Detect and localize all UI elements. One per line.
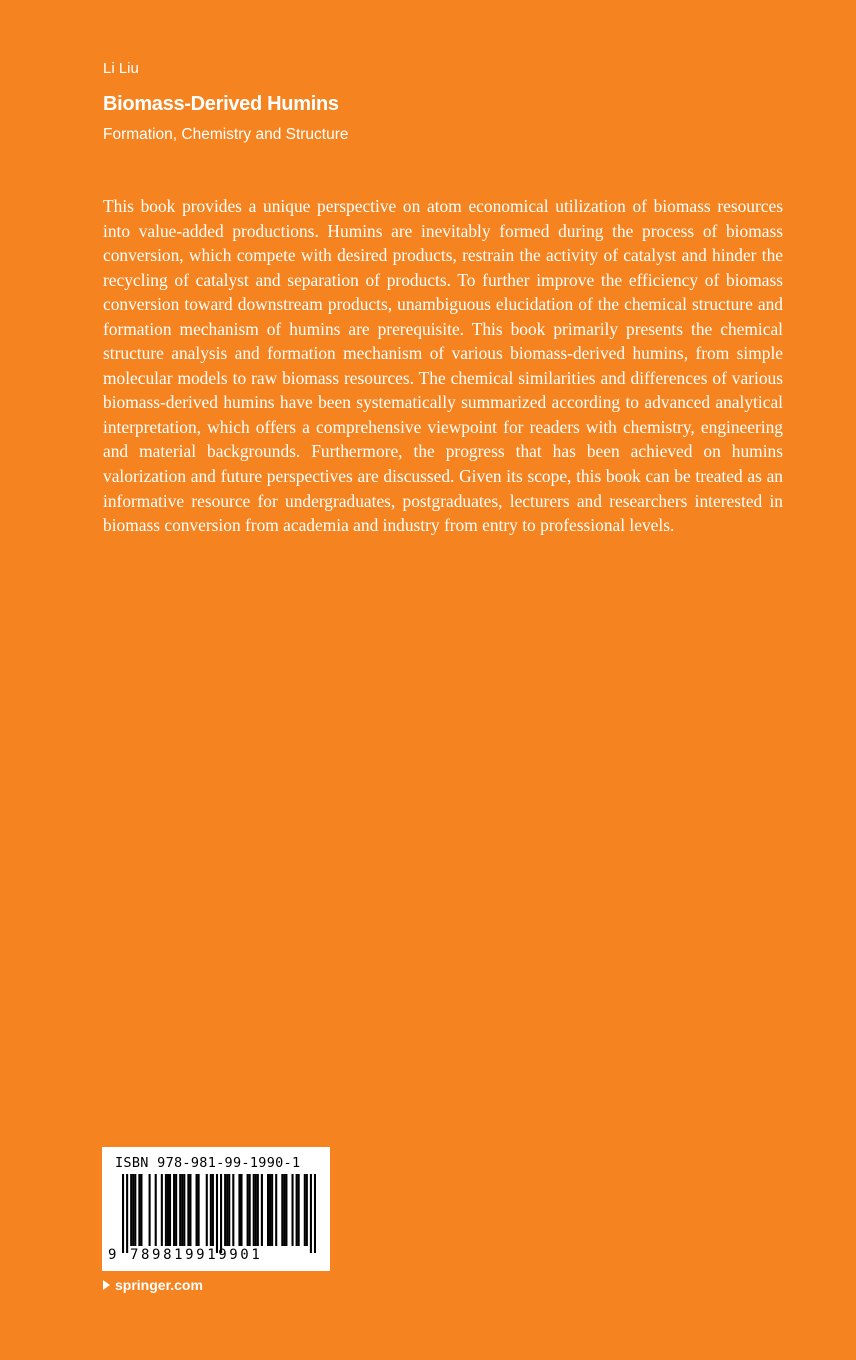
barcode-first-digit: 9: [108, 1247, 117, 1263]
barcode-bar: [130, 1174, 132, 1246]
barcode-bar: [169, 1174, 171, 1246]
barcode-bar: [175, 1174, 177, 1246]
book-description: This book provides a unique perspective on atom economical utilization of biomass resources into value-added productions. Humins are inevitably formed during the process of biomass conversion, which compete with desired products, restrain the activity of catalyst and hinder the recycling of catalyst and separation of products. To further improve the efficiency of biomass conversion toward downstream products, unambiguous elucidation of the chemical structure and formation mechanism of humins are prerequisite. This book primarily presents the chemical structure analysis and formation mechanism of various biomass-derived humins, from simple molecular models to raw biomass resources. The chemical similarities and differences of various biomass-derived humins have been systematically summarized according to advanced analytical interpretation, which offers a comprehensive viewpoint for readers with chemistry, engineering and material backgrounds. Furthermore, the progress that has been achieved on humins valorization and future perspectives are discussed. Given its scope, this book can be treated as an informative resource for undergraduates, postgraduates, lecturers and researchers interested in biomass conversion from academia and industry from entry to professional levels.: [103, 196, 783, 536]
barcode-bar: [249, 1174, 251, 1246]
barcode-bar: [255, 1174, 257, 1246]
barcode-bar: [189, 1174, 191, 1246]
barcode-bar: [285, 1174, 287, 1246]
isbn-barcode: [102, 1147, 330, 1271]
barcode-bar: [220, 1174, 222, 1253]
barcode-bar: [257, 1174, 259, 1246]
barcode-bar: [173, 1174, 175, 1246]
barcode-bar: [269, 1174, 271, 1246]
author-name: Li Liu: [103, 60, 139, 77]
barcode-bar: [238, 1174, 240, 1246]
barcode-bar: [296, 1174, 298, 1246]
barcode-bar: [314, 1174, 316, 1253]
barcode-bar: [161, 1174, 163, 1246]
barcode-bar: [275, 1174, 277, 1246]
barcode-bar: [165, 1174, 167, 1246]
barcode-bar: [224, 1174, 226, 1246]
barcode-bar: [140, 1174, 142, 1246]
barcode-bar: [306, 1174, 308, 1246]
book-title: Biomass-Derived Humins: [103, 93, 339, 115]
publisher-url: springer.com: [115, 1277, 203, 1293]
barcode-bar: [271, 1174, 273, 1246]
barcode-bar: [138, 1174, 140, 1246]
barcode-bar: [304, 1174, 306, 1246]
barcode-bar: [122, 1174, 124, 1253]
barcode-bar: [216, 1174, 218, 1253]
barcode-digits: 789819919901: [130, 1247, 263, 1263]
arrow-right-icon: [103, 1280, 110, 1290]
barcode-bar: [179, 1174, 181, 1246]
barcode-bar: [196, 1174, 198, 1246]
publisher-link[interactable]: [103, 1277, 203, 1293]
barcode-bar: [183, 1174, 185, 1246]
barcode-bar: [134, 1174, 136, 1246]
barcode-bar: [210, 1174, 212, 1246]
barcode-bar: [226, 1174, 228, 1246]
barcode-bar: [132, 1174, 134, 1246]
barcode-bar: [181, 1174, 183, 1246]
barcode-bar: [198, 1174, 200, 1246]
barcode-bar: [126, 1174, 128, 1253]
barcode-bar: [240, 1174, 242, 1246]
barcode-bar: [155, 1174, 157, 1246]
barcode-bar: [298, 1174, 300, 1246]
barcode-bar: [253, 1174, 255, 1246]
barcode-bar: [281, 1174, 283, 1246]
barcode-bar: [267, 1174, 269, 1246]
barcode-bar: [149, 1174, 151, 1246]
barcode-bar: [261, 1174, 263, 1246]
barcode-bar: [247, 1174, 249, 1246]
barcode-bar: [232, 1174, 234, 1246]
barcode-bar: [187, 1174, 189, 1246]
barcode-bars: [122, 1174, 316, 1253]
barcode-bar: [228, 1174, 230, 1246]
isbn-label: ISBN 978-981-99-1990-1: [115, 1155, 301, 1171]
barcode-bar: [167, 1174, 169, 1246]
barcode-bar: [291, 1174, 293, 1246]
barcode-bar: [212, 1174, 214, 1246]
barcode-bar: [310, 1174, 312, 1253]
barcode-bar: [206, 1174, 208, 1246]
book-subtitle: Formation, Chemistry and Structure: [103, 126, 349, 143]
barcode-bar: [283, 1174, 285, 1246]
